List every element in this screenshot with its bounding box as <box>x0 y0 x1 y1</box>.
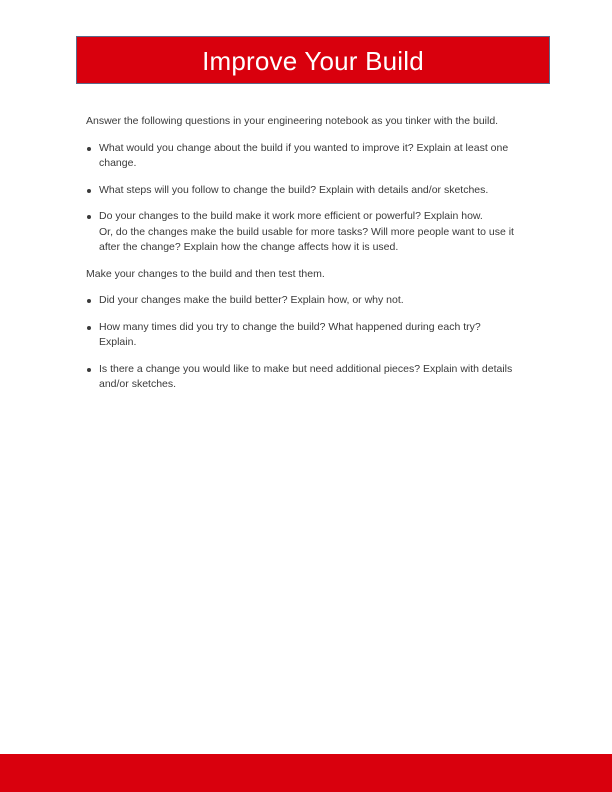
list-item <box>86 183 536 199</box>
question-line: What would you change about the build if you wanted to improve it? Explain at least one <box>99 141 509 154</box>
list-item <box>86 293 536 309</box>
test-instructions: Make your changes to the build and then test them. <box>86 267 325 280</box>
question-line: after the change? Explain how the change affects how it is used. <box>99 241 399 253</box>
bullet-icon <box>87 326 91 330</box>
title-banner <box>76 36 550 84</box>
list-item <box>86 209 536 256</box>
question-line: How many times did you try to change the build? What happened during each try? <box>99 320 481 333</box>
questions-list-before <box>86 141 536 256</box>
question-line: change. <box>99 157 137 169</box>
question-line: Do your changes to the build make it work more efficient or powerful? Explain how. <box>99 210 483 222</box>
list-item <box>86 320 536 351</box>
list-item <box>86 362 536 393</box>
page-title: Improve Your Build <box>202 45 424 76</box>
question-line: Or, do the changes make the build usable for more tasks? Will more people want to use it <box>99 225 514 238</box>
question-line: and/or sketches. <box>99 378 177 390</box>
question-line: Did your changes make the build better? Explain how, or why not. <box>99 294 404 306</box>
question-line: Is there a change you would like to make but need additional pieces? Explain with details <box>99 362 513 375</box>
worksheet-content <box>86 114 536 404</box>
bullet-icon <box>87 189 91 193</box>
question-line: Explain. <box>99 336 137 348</box>
list-item <box>86 141 536 172</box>
bullet-icon <box>87 215 91 219</box>
questions-list-after <box>86 293 536 393</box>
intro-text: Answer the following questions in your engineering notebook as you tinker with the build. <box>86 115 499 127</box>
bullet-icon <box>87 368 91 372</box>
bullet-icon <box>87 147 91 151</box>
footer-bar <box>0 754 612 792</box>
bullet-icon <box>87 299 91 303</box>
question-line: What steps will you follow to change the build? Explain with details and/or sketches. <box>99 183 489 196</box>
